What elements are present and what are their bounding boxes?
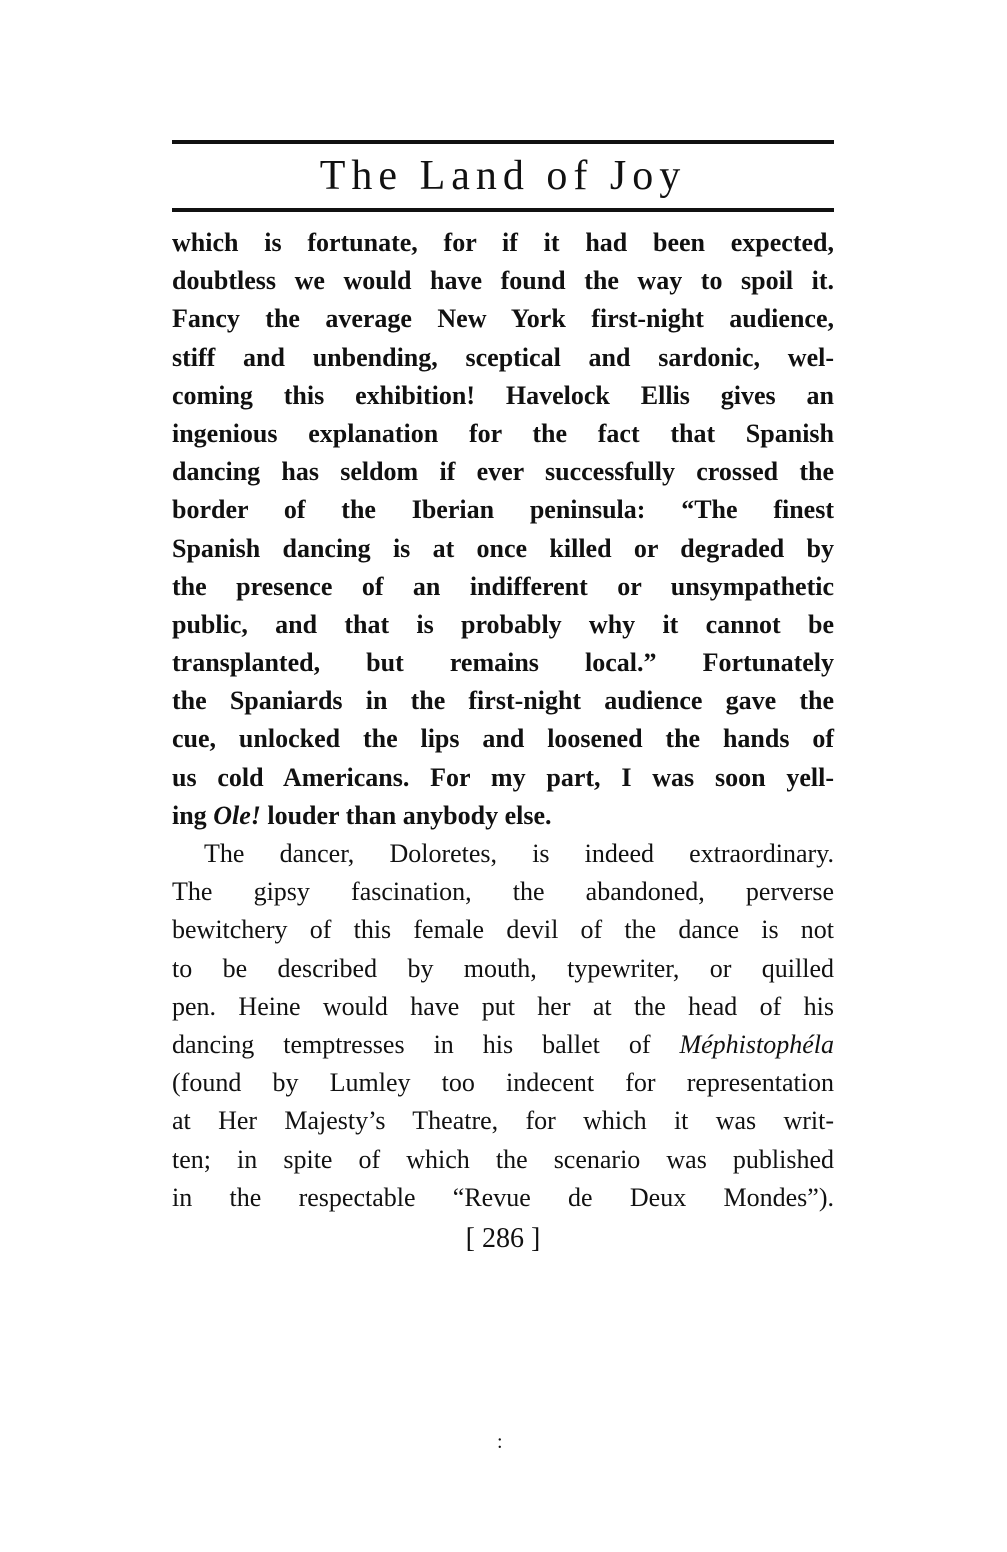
text-line: cue, unlocked the lips and loosened the hands of <box>172 724 834 754</box>
text-line <box>172 1026 834 1064</box>
text-line: the Spaniards in the first-night audience gave the <box>172 686 834 716</box>
text-line <box>172 797 834 835</box>
text-line: (found by Lumley too indecent for representation <box>172 1068 834 1098</box>
text-line: coming this exhibition! Havelock Ellis gives an <box>172 380 834 410</box>
text-line: bewitchery of this female devil of the dance is not <box>172 915 834 945</box>
text-line: doubtless we would have found the way to spoil it. <box>172 266 834 296</box>
text-line: pen. Heine would have put her at the head of his <box>172 991 834 1021</box>
text-line: which is fortunate, for if it had been expected, <box>172 228 834 257</box>
body-text <box>172 224 834 1217</box>
text-fragment: dancing temptresses in his ballet of <box>172 1029 680 1059</box>
text-fragment: ing <box>172 800 214 830</box>
text-line: The dancer, Doloretes, is indeed extraordinary. <box>204 839 834 868</box>
text-line: to be described by mouth, typewriter, or quilled <box>172 953 834 983</box>
text-line: stiff and unbending, sceptical and sardonic, wel- <box>172 342 834 372</box>
italic-title: Méphistophéla <box>679 1029 834 1059</box>
text-line: transplanted, but remains local.” Fortunately <box>172 648 834 678</box>
text-line: Spanish dancing is at once killed or degraded by <box>172 533 834 563</box>
text-line: ten; in spite of which the scenario was published <box>172 1144 834 1174</box>
header-rule-bottom <box>172 208 834 212</box>
text-line: the presence of an indifferent or unsympathetic <box>172 571 834 601</box>
running-title: The Land of Joy <box>319 153 687 199</box>
text-line: at Her Majesty’s Theatre, for which it was writ- <box>172 1106 834 1136</box>
text-line: ingenious explanation for the fact that Spanish <box>172 418 834 448</box>
text-line: public, and that is probably why it cannot be <box>172 609 834 639</box>
text-line: in the respectable “Revue de Deux Mondes”). <box>172 1182 834 1212</box>
text-line: The gipsy fascination, the abandoned, perverse <box>172 877 834 907</box>
paragraph-2 <box>172 835 834 1217</box>
text-line: border of the Iberian peninsula: “The finest <box>172 495 834 525</box>
text-fragment: louder than anybody else. <box>260 800 552 830</box>
text-line: dancing has seldom if ever successfully crossed the <box>172 457 834 487</box>
italic-word: Ole! <box>213 800 261 830</box>
text-line: Fancy the average New York first-night audience, <box>172 304 834 334</box>
book-page <box>172 140 834 1259</box>
page-number: [ 286 ] <box>465 1222 541 1254</box>
stray-mark: : <box>497 1431 503 1453</box>
text-line: us cold Americans. For my part, I was soon yell- <box>172 762 834 792</box>
paragraph-1 <box>172 224 834 835</box>
